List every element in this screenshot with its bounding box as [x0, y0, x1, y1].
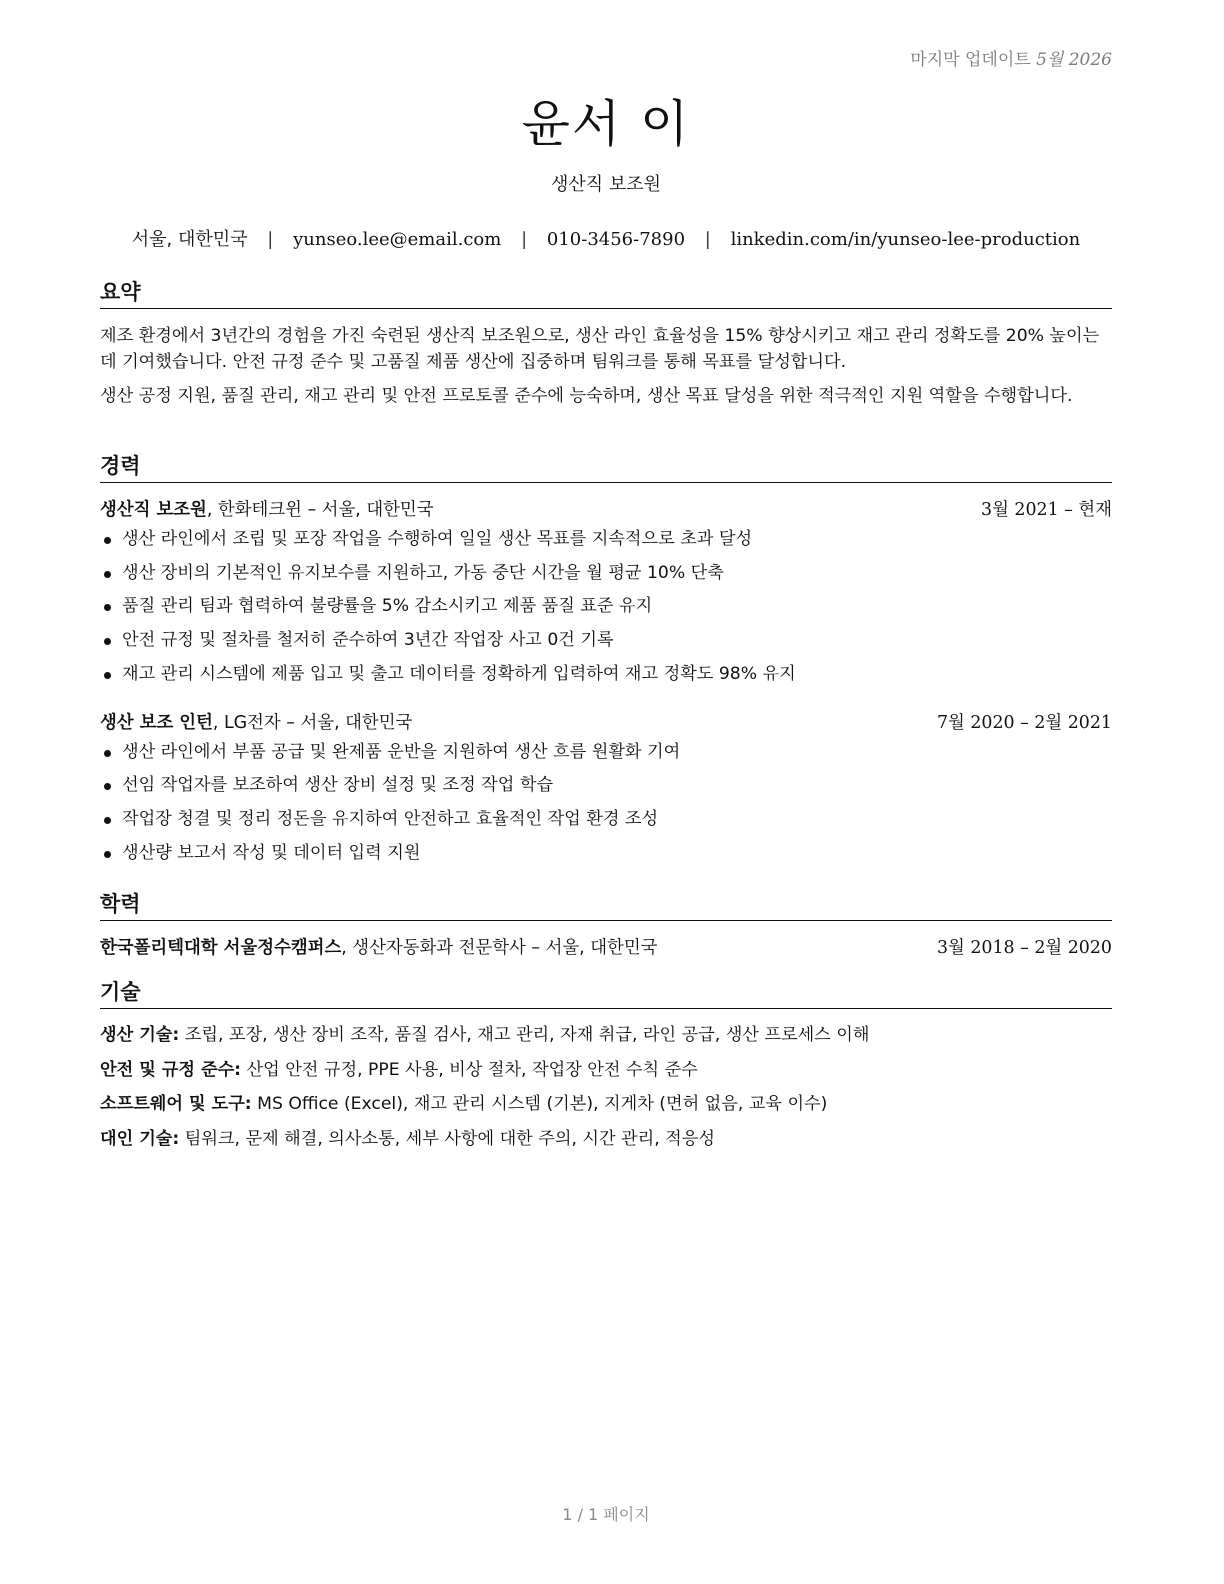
contact-linkedin[interactable]: linkedin.com/in/yunseo-lee-production [730, 229, 1081, 250]
job-title-line [100, 497, 434, 523]
job-company: , LG전자 – 서울, 대한민국 [212, 712, 413, 733]
education-dates: 3월 2018 – 2월 2020 [936, 938, 1112, 958]
job-role: 생산 보조 인턴 [100, 712, 213, 733]
skills-heading: 기술 [100, 978, 1112, 1009]
contact-phone: 010-3456-7890 [546, 229, 686, 250]
job-header [100, 710, 1112, 736]
education-section [100, 890, 1112, 961]
skill-label: 안전 및 규정 준수: [100, 1059, 242, 1080]
skill-value: 산업 안전 규정, PPE 사용, 비상 절차, 작업장 안전 수칙 준수 [241, 1059, 698, 1080]
summary-paragraph-1: 제조 환경에서 3년간의 경험을 가진 숙련된 생산직 보조원으로, 생산 라인 효율성을 15% 향상시키고 재고 관리 정확도를 20% 높이는 데 기여했습니다. 안전 규정 준수 및 고품질 제품 생산에 집중하며 팀워크를 통해 목표를 달성합니다. [100, 326, 1100, 372]
summary-heading: 요약 [100, 278, 1112, 309]
education-entry [100, 935, 1112, 961]
page-number: 1 / 1 페이지 [562, 1505, 650, 1524]
bullet-item: 품질 관리 팀과 협력하여 불량률을 5% 감소시키고 제품 품질 표준 유지 [100, 590, 1112, 624]
bullet-item: 생산 장비의 기본적인 유지보수를 지원하고, 가동 중단 시간을 월 평균 10% 단축 [100, 557, 1112, 591]
bullet-item: 생산 라인에서 조립 및 포장 작업을 수행하여 일일 생산 목표를 지속적으로 초과 달성 [100, 523, 1112, 557]
skills-section [100, 978, 1112, 1157]
skill-row [100, 1087, 1112, 1122]
education-heading: 학력 [100, 890, 1112, 921]
bullet-item: 안전 규정 및 절차를 철저히 준수하여 3년간 작업장 사고 0건 기록 [100, 624, 1112, 658]
contact-email[interactable]: yunseo.lee@email.com [293, 229, 502, 250]
contact-separator: | [267, 229, 274, 250]
resume-page [100, 0, 1112, 1584]
skill-row [100, 1053, 1112, 1088]
candidate-role: 생산직 보조원 [550, 174, 662, 195]
skill-row [100, 1122, 1112, 1157]
bullet-item: 작업장 청결 및 정리 정돈을 유지하여 안전하고 효율적인 작업 환경 조성 [100, 803, 1112, 837]
job-entry [100, 710, 1112, 871]
contact-separator: | [704, 229, 711, 250]
job-title-line [100, 710, 412, 736]
contact-separator: | [521, 229, 528, 250]
skills-list [100, 1018, 1112, 1157]
bullet-item: 생산 라인에서 부품 공급 및 완제품 운반을 지원하여 생산 흐름 원활화 기여 [100, 736, 1112, 770]
contact-location: 서울, 대한민국 [131, 229, 248, 250]
job-role: 생산직 보조원 [100, 500, 207, 520]
job-dates: 7월 2020 – 2월 2021 [936, 712, 1112, 733]
bullet-item: 생산량 보고서 작성 및 데이터 입력 지원 [100, 837, 1112, 871]
summary-paragraph-2: 생산 공정 지원, 품질 관리, 재고 관리 및 안전 프로토콜 준수에 능숙하며, 생산 목표 달성을 위한 적극적인 지원 역할을 수행합니다. [100, 386, 1073, 406]
education-school: 한국폴리텍대학 서울정수캠퍼스 [100, 938, 342, 958]
skill-value: 팀워크, 문제 해결, 의사소통, 세부 사항에 대한 주의, 시간 관리, 적응성 [179, 1129, 715, 1150]
bullet-item: 재고 관리 시스템에 제품 입고 및 출고 데이터를 정확하게 입력하여 재고 정확도 98% 유지 [100, 658, 1112, 692]
bullet-item: 선임 작업자를 보조하여 생산 장비 설정 및 조정 작업 학습 [100, 769, 1112, 803]
job-dates: 3월 2021 – 현재 [981, 500, 1112, 520]
skill-label: 소프트웨어 및 도구: [100, 1094, 252, 1115]
job-header [100, 497, 1112, 523]
last-updated-label: 마지막 업데이트 [910, 50, 1031, 70]
last-updated-date: 5월 2026 [1036, 50, 1112, 70]
skill-label: 대인 기술: [100, 1129, 180, 1150]
experience-heading: 경력 [100, 452, 1112, 483]
skill-row [100, 1018, 1112, 1053]
last-updated [910, 45, 1112, 70]
skill-value: 조립, 포장, 생산 장비 조작, 품질 검사, 재고 관리, 자재 취급, 라인 공급, 생산 프로세스 이해 [179, 1025, 870, 1045]
job-company: , 한화테크윈 – 서울, 대한민국 [206, 500, 434, 520]
contact-line [100, 225, 1112, 251]
job-bullets [100, 736, 1112, 871]
job-entry [100, 497, 1112, 692]
skill-value: MS Office (Excel), 재고 관리 시스템 (기본), 지게차 (면허 없음, 교육 이수) [251, 1094, 828, 1115]
experience-section [100, 452, 1112, 870]
education-detail: , 생산자동화과 전문학사 – 서울, 대한민국 [341, 938, 658, 958]
job-bullets [100, 523, 1112, 692]
candidate-name: 윤서 이 [521, 95, 691, 153]
education-line [100, 935, 657, 961]
skill-label: 생산 기술: [100, 1025, 180, 1045]
summary-section [100, 278, 1112, 409]
